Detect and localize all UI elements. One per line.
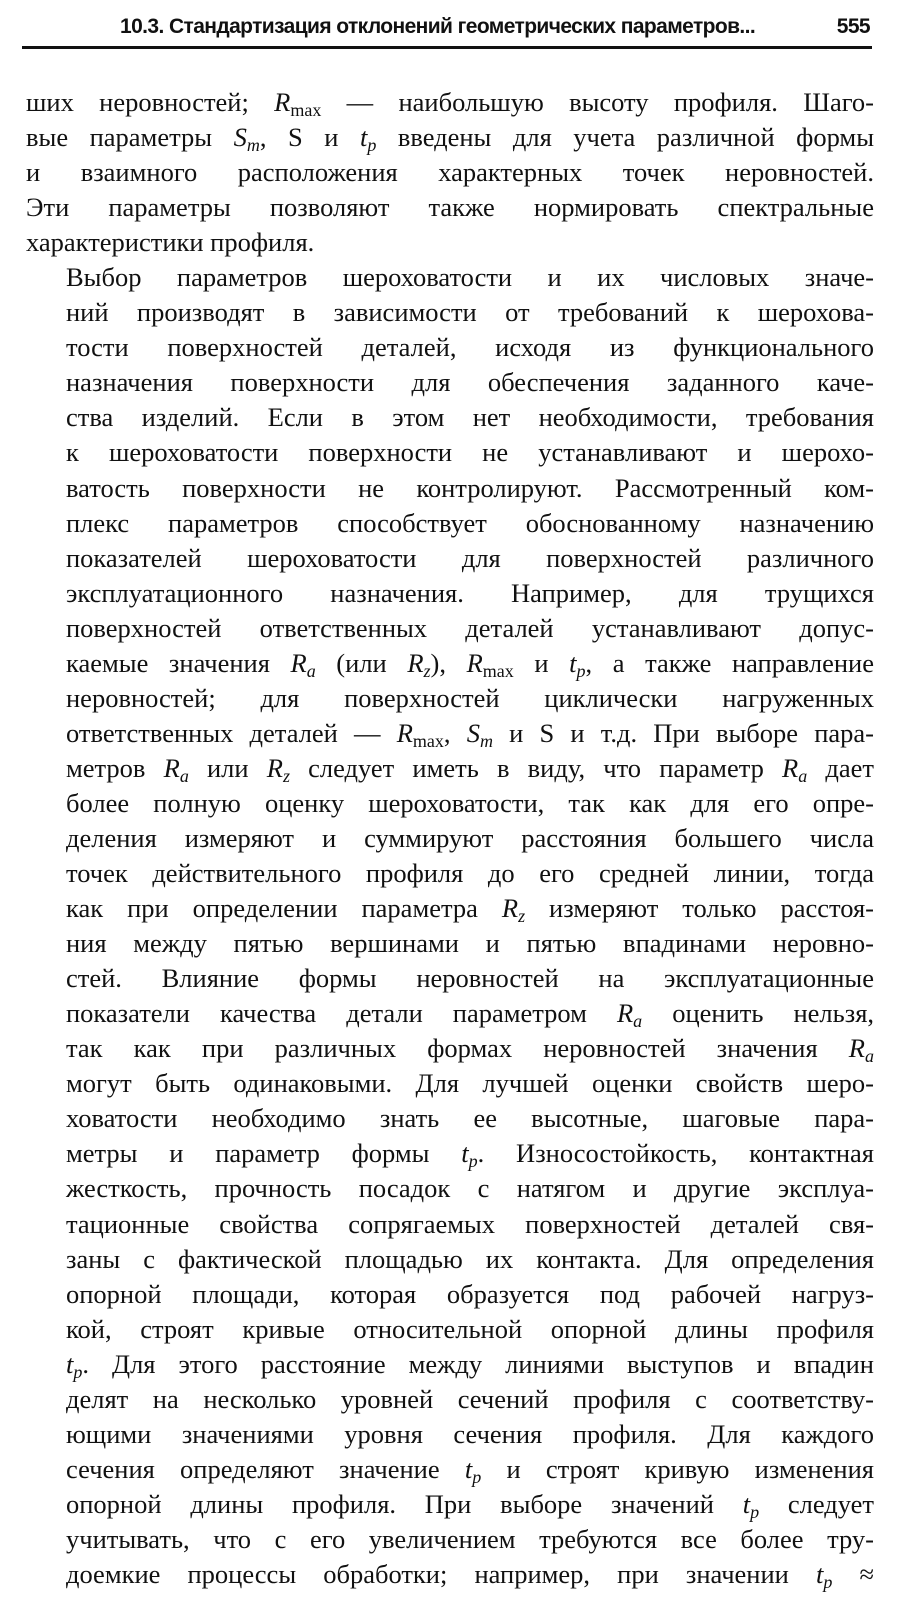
math-symbol: $t_p$	[66, 1348, 83, 1382]
text-line: опорной площади, которая образуется под рабочей нагруз-	[66, 1278, 874, 1309]
math-symbol: $t_p$	[461, 1138, 478, 1172]
text-line: назначения поверхности для обеспечения заданного каче-	[66, 367, 874, 398]
math-symbol: $t_p$	[569, 647, 586, 681]
text-line: так как при различных формах неровностей значения $R_a$	[66, 1033, 874, 1067]
text-line: к шероховатости поверхности не устанавливают и шерохо-	[66, 437, 874, 468]
text-line: деления измеряют и суммируют расстояния большего числа	[66, 822, 874, 853]
text-line: жесткость, прочность посадок с натягом и другие эксплуа-	[66, 1173, 874, 1204]
text-line: стей. Влияние формы неровностей на эксплуатационные	[66, 963, 874, 994]
text-line: могут быть одинаковыми. Для лучшей оценки свойств шеро-	[66, 1068, 874, 1099]
text-line: точек действительного профиля до его средней линии, тогда	[66, 858, 874, 889]
text-line: показатели качества детали параметром $R_a$ оценить нельзя,	[66, 998, 875, 1032]
text-line: плекс параметров способствует обоснованному назначению	[66, 507, 874, 538]
text-line: тости поверхностей деталей, исходя из функционального	[66, 332, 874, 363]
math-symbol: $R_a$	[290, 647, 316, 681]
math-symbol: $R_{max}$	[466, 647, 514, 681]
text-line: Выбор параметров шероховатости и их числовых значе-	[66, 262, 874, 293]
math-symbol: $R_a$	[163, 752, 189, 786]
text-line: показателей шероховатости для поверхностей различного	[66, 542, 874, 573]
math-symbol: $R_{max}$	[396, 717, 444, 751]
math-symbol: $R_{max}$	[274, 87, 322, 121]
text-line: более полную оценку шероховатости, так как для его опре-	[66, 787, 874, 818]
text-line: характеристики профиля.	[26, 227, 315, 258]
text-line: делят на несколько уровней сечений профиля с соответству-	[66, 1383, 874, 1414]
paragraph	[26, 85, 874, 260]
math-symbol: $t_p$	[815, 1558, 833, 1592]
math-symbol: $R_z$	[501, 893, 526, 927]
text-line: опорной длины профиля. При выборе значений $t_p$ следует	[66, 1488, 875, 1522]
math-symbol: $S_m$	[233, 122, 260, 156]
paragraph	[26, 260, 874, 1592]
text-line: неровностей; для поверхностей циклически нагруженных	[66, 682, 874, 713]
text-line: метров $R_a$ или $R_z$ следует иметь в виду, что параметр $R_a$ дает	[66, 752, 874, 786]
text-line: каемые значения $R_a$ (или $R_z$), $R_{max}$ и $t_p$, а также направление	[66, 647, 875, 681]
running-head-title: 10.3. Стандартизация отклонений геометрических параметров...	[120, 15, 756, 38]
page-number: 555	[836, 15, 870, 38]
text-line: учитывать, что с его увеличением требуются все более тру-	[66, 1523, 874, 1554]
text-line: Эти параметры позволяют также нормировать спектральные	[26, 192, 874, 223]
math-symbol: $t_p$	[464, 1453, 482, 1487]
math-symbol: $R_a$	[616, 998, 643, 1032]
text-line: ющими значениями уровня сечения профиля. Для каждого	[66, 1418, 874, 1449]
text-line: метры и параметр формы $t_p$. Износостойкость, контактная	[66, 1138, 874, 1172]
text-line: сечения определяют значение $t_p$ и строят кривую изменения	[66, 1453, 874, 1487]
text-line: ний производят в зависимости от требований к шерохова-	[66, 297, 874, 328]
text-line: кой, строят кривые относительной опорной длины профиля	[66, 1313, 874, 1344]
body-text	[26, 85, 874, 1592]
math-symbol: $R_a$	[848, 1033, 874, 1067]
text-line: и взаимного расположения характерных точек неровностей.	[26, 157, 874, 188]
math-symbol: $S_m$	[466, 717, 493, 751]
math-symbol: $R_z$	[266, 752, 290, 786]
text-line: эксплуатационного назначения. Например, для трущихся	[66, 577, 874, 608]
text-line: тационные свойства сопрягаемых поверхностей деталей свя-	[66, 1208, 874, 1239]
math-symbol: $t_p$	[742, 1488, 760, 1522]
text-line: ответственных деталей — $R_{max}$, $S_m$ и S и т.д. При выборе пара-	[66, 717, 874, 751]
text-line: доемкие процессы обработки; например, при значении $t_p$ ≈	[66, 1558, 874, 1592]
text-line: поверхностей ответственных деталей устанавливают допус-	[66, 612, 874, 643]
math-symbol: $t_p$	[359, 122, 377, 156]
text-line: как при определении параметра $R_z$ измеряют только расстоя-	[66, 893, 874, 927]
text-line: заны с фактической площадью их контакта. Для определения	[66, 1243, 874, 1274]
text-line: ховатости необходимо знать ее высотные, шаговые пара-	[66, 1103, 874, 1134]
math-symbol: $R_z$	[407, 647, 431, 681]
math-symbol: $R_a$	[782, 752, 808, 786]
text-line: ния между пятью вершинами и пятью впадинами неровно-	[66, 928, 874, 959]
text-line: ватость поверхности не контролируют. Рассмотренный ком-	[66, 472, 874, 503]
text-line: вые параметры $S_m$, S и $t_p$ введены для учета различной формы	[26, 122, 874, 156]
text-line: ства изделий. Если в этом нет необходимости, требования	[66, 402, 874, 433]
running-head	[22, 12, 872, 49]
text-line: $t_p$. Для этого расстояние между линиями выступов и впадин	[66, 1348, 874, 1382]
text-line: ших неровностей; $R_{max}$ — наибольшую высоту профиля. Шаго-	[26, 87, 874, 121]
